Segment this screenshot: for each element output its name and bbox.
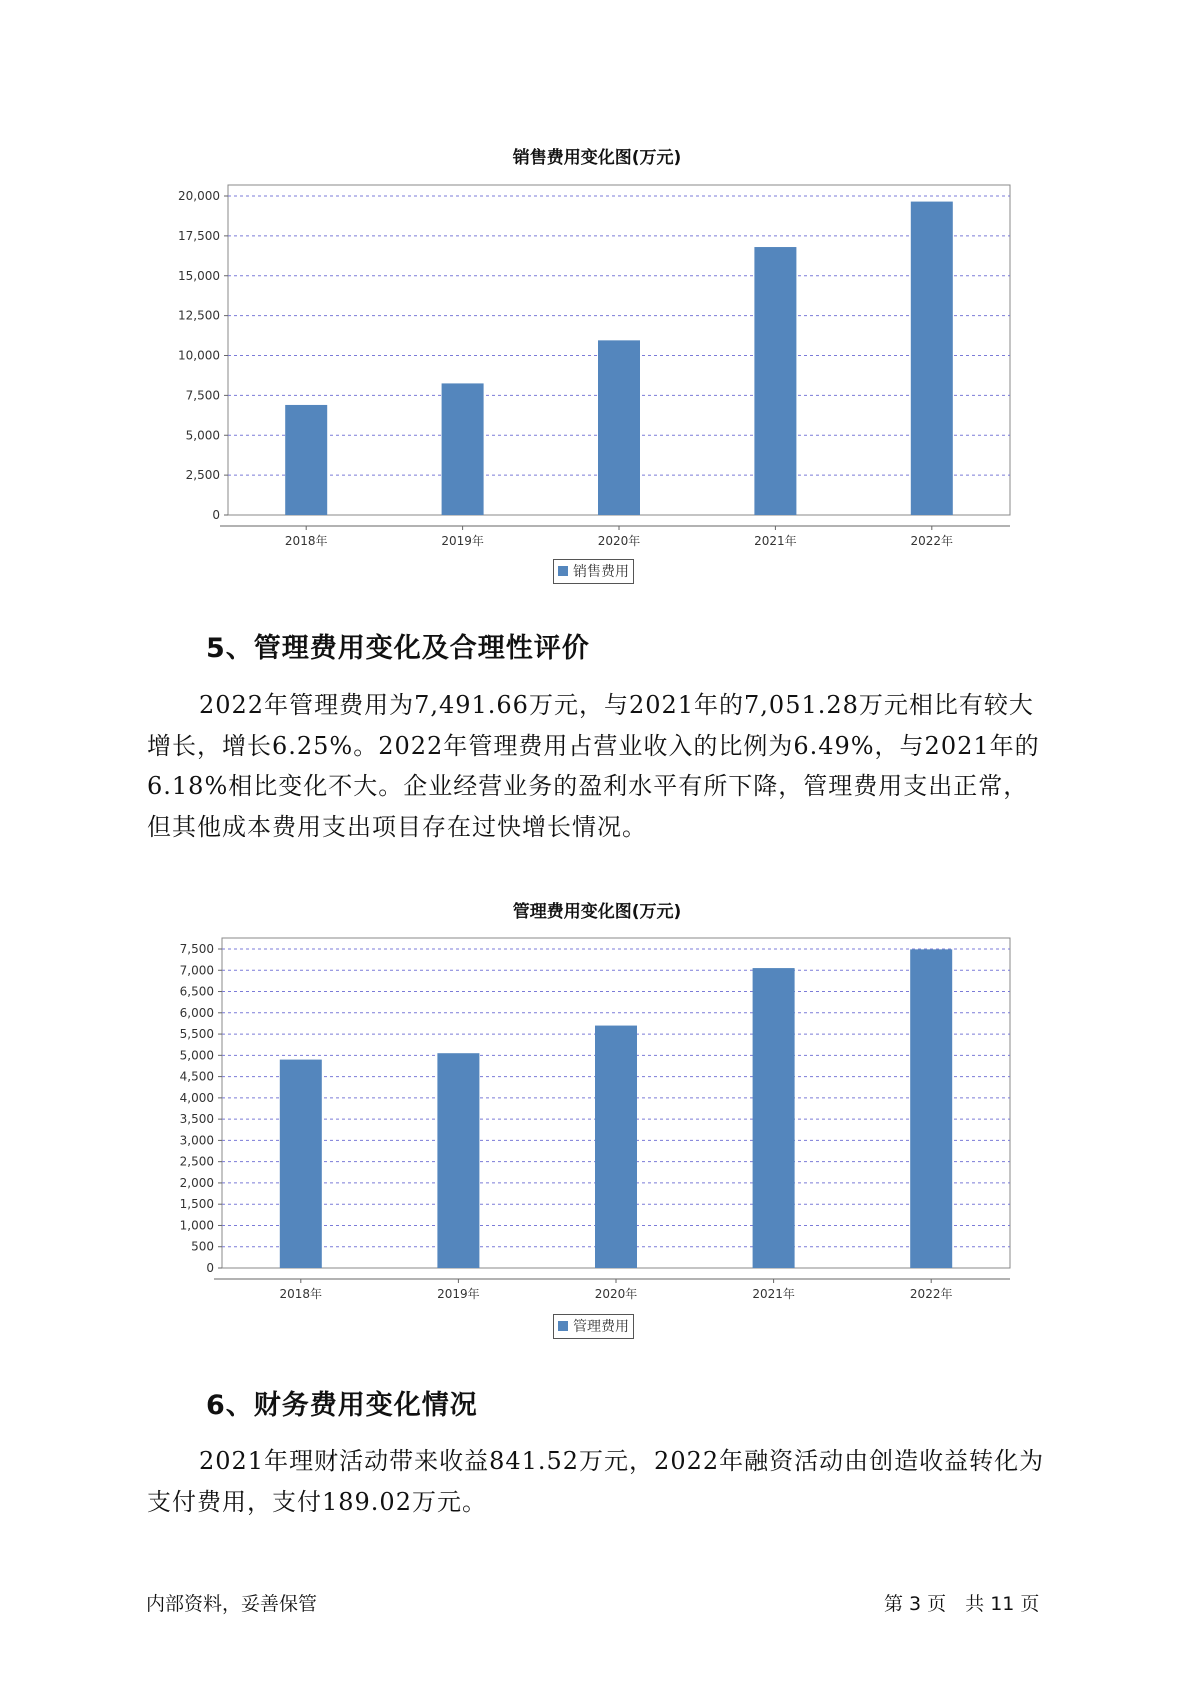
y-tick-label: 5,500 bbox=[179, 1027, 214, 1042]
x-tick-label: 2021年 bbox=[752, 1287, 795, 1301]
y-tick-label: 2,500 bbox=[185, 468, 220, 483]
y-tick-label: 17,500 bbox=[178, 228, 220, 243]
section-5-heading: 5、管理费用变化及合理性评价 bbox=[206, 633, 590, 664]
chart-legend-sales bbox=[553, 559, 634, 584]
section-6-paragraph: 2021年理财活动带来收益841.52万元，2022年融资活动由创造收益转化为支付费用，支付189.02万元。 bbox=[147, 1447, 1045, 1516]
plot-area bbox=[228, 185, 1010, 515]
y-tick-label: 2,000 bbox=[179, 1175, 214, 1190]
bar-2022年 bbox=[911, 202, 953, 515]
plot-area bbox=[222, 938, 1010, 1268]
x-tick-label: 2018年 bbox=[284, 534, 328, 548]
y-tick-label: 20,000 bbox=[178, 189, 220, 203]
y-tick-label: 15,000 bbox=[178, 268, 220, 283]
chart-legend-admin bbox=[553, 1314, 634, 1339]
y-tick-label: 4,000 bbox=[179, 1090, 214, 1105]
bar-2018年 bbox=[280, 1060, 322, 1268]
y-tick-label: 1,000 bbox=[179, 1218, 214, 1233]
x-tick-label: 2018年 bbox=[279, 1287, 323, 1301]
y-tick-label: 1,500 bbox=[179, 1197, 214, 1212]
bar-2021年 bbox=[753, 968, 795, 1268]
x-tick-label: 2022年 bbox=[910, 534, 954, 548]
bar-2019年 bbox=[437, 1053, 479, 1268]
y-tick-label: 2,500 bbox=[179, 1154, 214, 1169]
chart-title-admin: 管理费用变化图(万元) bbox=[512, 902, 682, 922]
x-tick-label: 2019年 bbox=[437, 1287, 480, 1301]
chart-title-sales: 销售费用变化图(万元) bbox=[512, 148, 682, 168]
y-tick-label: 0 bbox=[206, 1261, 214, 1275]
x-tick-label: 2019年 bbox=[441, 534, 484, 548]
y-tick-label: 0 bbox=[212, 508, 220, 522]
y-tick-label: 5,000 bbox=[179, 1048, 214, 1063]
footer-confidential: 内部资料，妥善保管 bbox=[146, 1593, 318, 1615]
legend-swatch-icon bbox=[558, 566, 568, 576]
bar-2021年 bbox=[754, 247, 796, 515]
y-tick-label: 12,500 bbox=[178, 308, 220, 323]
y-tick-label: 3,000 bbox=[179, 1133, 214, 1148]
y-tick-label: 3,500 bbox=[179, 1112, 214, 1127]
x-tick-label: 2022年 bbox=[909, 1287, 953, 1301]
y-tick-label: 7,500 bbox=[179, 942, 214, 956]
y-tick-label: 6,500 bbox=[179, 984, 214, 999]
y-tick-label: 4,500 bbox=[179, 1069, 214, 1084]
x-tick-label: 2020年 bbox=[597, 534, 641, 548]
bar-2019年 bbox=[442, 383, 484, 515]
y-tick-label: 7,500 bbox=[185, 388, 220, 403]
bar-2022年 bbox=[910, 949, 952, 1268]
legend-label: 销售费用 bbox=[573, 564, 629, 580]
x-tick-label: 2020年 bbox=[594, 1287, 638, 1301]
bar-2020年 bbox=[598, 340, 640, 515]
section-6-heading: 6、财务费用变化情况 bbox=[206, 1390, 478, 1421]
x-tick-label: 2021年 bbox=[754, 534, 797, 548]
legend-swatch-icon bbox=[558, 1321, 568, 1331]
y-tick-label: 7,000 bbox=[179, 963, 214, 978]
y-tick-label: 10,000 bbox=[178, 348, 220, 363]
footer-page-number: 第 3 页 共 11 页 bbox=[884, 1593, 1040, 1615]
y-tick-label: 6,000 bbox=[179, 1005, 214, 1020]
bar-2020年 bbox=[595, 1026, 637, 1268]
y-tick-label: 500 bbox=[191, 1239, 214, 1254]
legend-label: 管理费用 bbox=[573, 1319, 629, 1335]
y-tick-label: 5,000 bbox=[185, 428, 220, 443]
section-5-paragraph: 2022年管理费用为7,491.66万元，与2021年的7,051.28万元相比有较大增长，增长6.25%。2022年管理费用占营业收入的比例为6.49%，与2021年的6.18%相比变化不大。企业经营业务的盈利水平有所下降，管理费用支出正常，但其他成本费用支出项目存在过快增长情况。 bbox=[147, 691, 1040, 841]
bar-2018年 bbox=[285, 405, 327, 515]
